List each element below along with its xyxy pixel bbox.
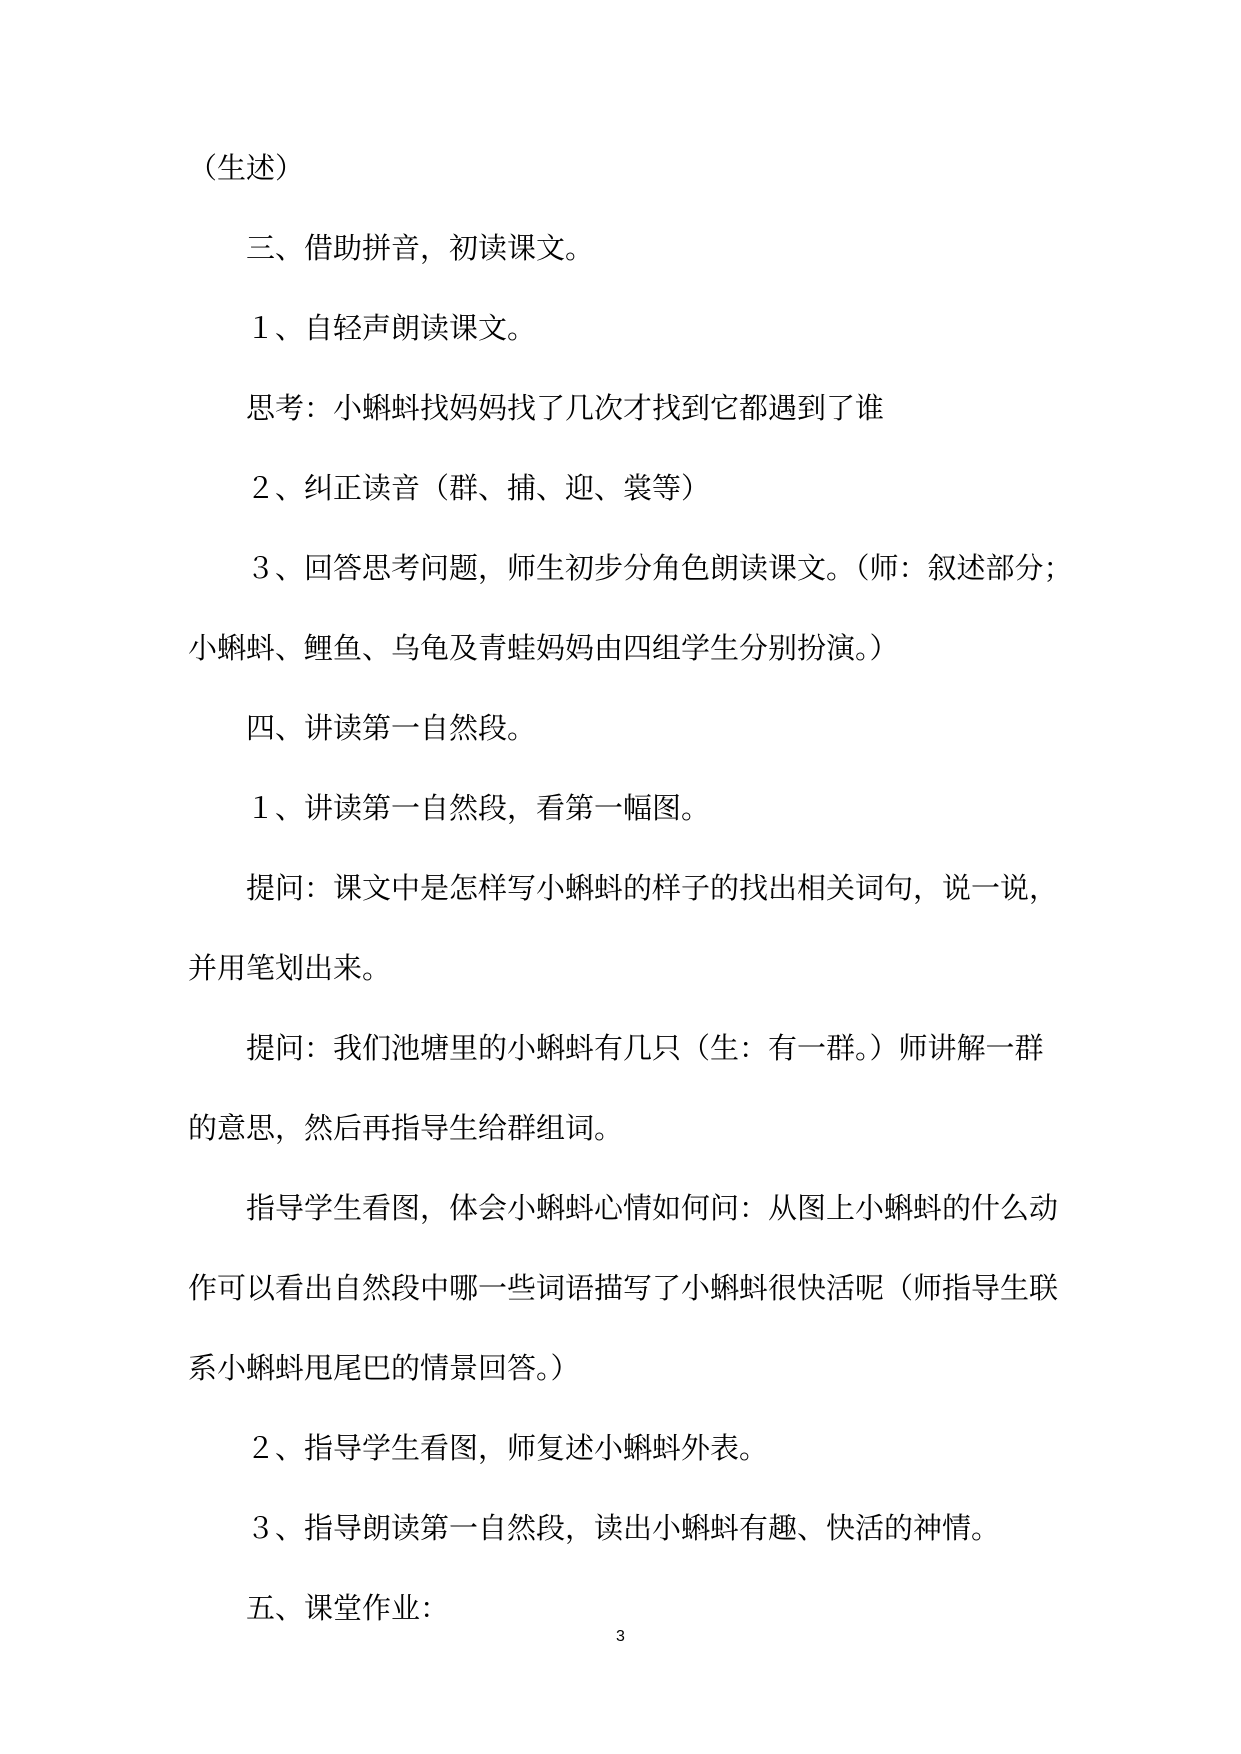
text-line: 提问：我们池塘里的小蝌蚪有几只（生：有一群。）师讲解一群 (246, 1031, 1044, 1065)
page-number: 3 (616, 1628, 625, 1645)
text-line: 并用笔划出来。 (188, 951, 392, 985)
text-line: ３、指导朗读第一自然段，读出小蝌蚪有趣、快活的神情。 (246, 1511, 1001, 1545)
text-line: 指导学生看图，体会小蝌蚪心情如何问：从图上小蝌蚪的什么动 (246, 1191, 1059, 1225)
text-line: ２、纠正读音（群、捕、迎、裳等） (246, 471, 711, 505)
text-line: 思考：小蝌蚪找妈妈找了几次才找到它都遇到了谁 (246, 391, 885, 425)
section-heading: 四、讲读第一自然段。 (246, 711, 537, 745)
text-line: 系小蝌蚪甩尾巴的情景回答。） (188, 1351, 580, 1385)
text-line: １、自轻声朗读课文。 (246, 311, 537, 345)
section-heading: 三、借助拼音，初读课文。 (246, 231, 595, 265)
text-line: （生述） (188, 151, 305, 185)
section-heading: 五、课堂作业： (246, 1591, 450, 1625)
text-line: 提问：课文中是怎样写小蝌蚪的样子的找出相关词句，说一说， (246, 871, 1059, 905)
text-line: ３、回答思考问题，师生初步分角色朗读课文。（师：叙述部分； (246, 551, 1073, 585)
text-line: １、讲读第一自然段，看第一幅图。 (246, 791, 711, 825)
text-line: 的意思，然后再指导生给群组词。 (188, 1111, 624, 1145)
text-line: 小蝌蚪、鲤鱼、乌龟及青蛙妈妈由四组学生分别扮演。） (188, 631, 899, 665)
text-line: ２、指导学生看图，师复述小蝌蚪外表。 (246, 1431, 769, 1465)
text-line: 作可以看出自然段中哪一些词语描写了小蝌蚪很快活呢（师指导生联 (188, 1271, 1059, 1305)
